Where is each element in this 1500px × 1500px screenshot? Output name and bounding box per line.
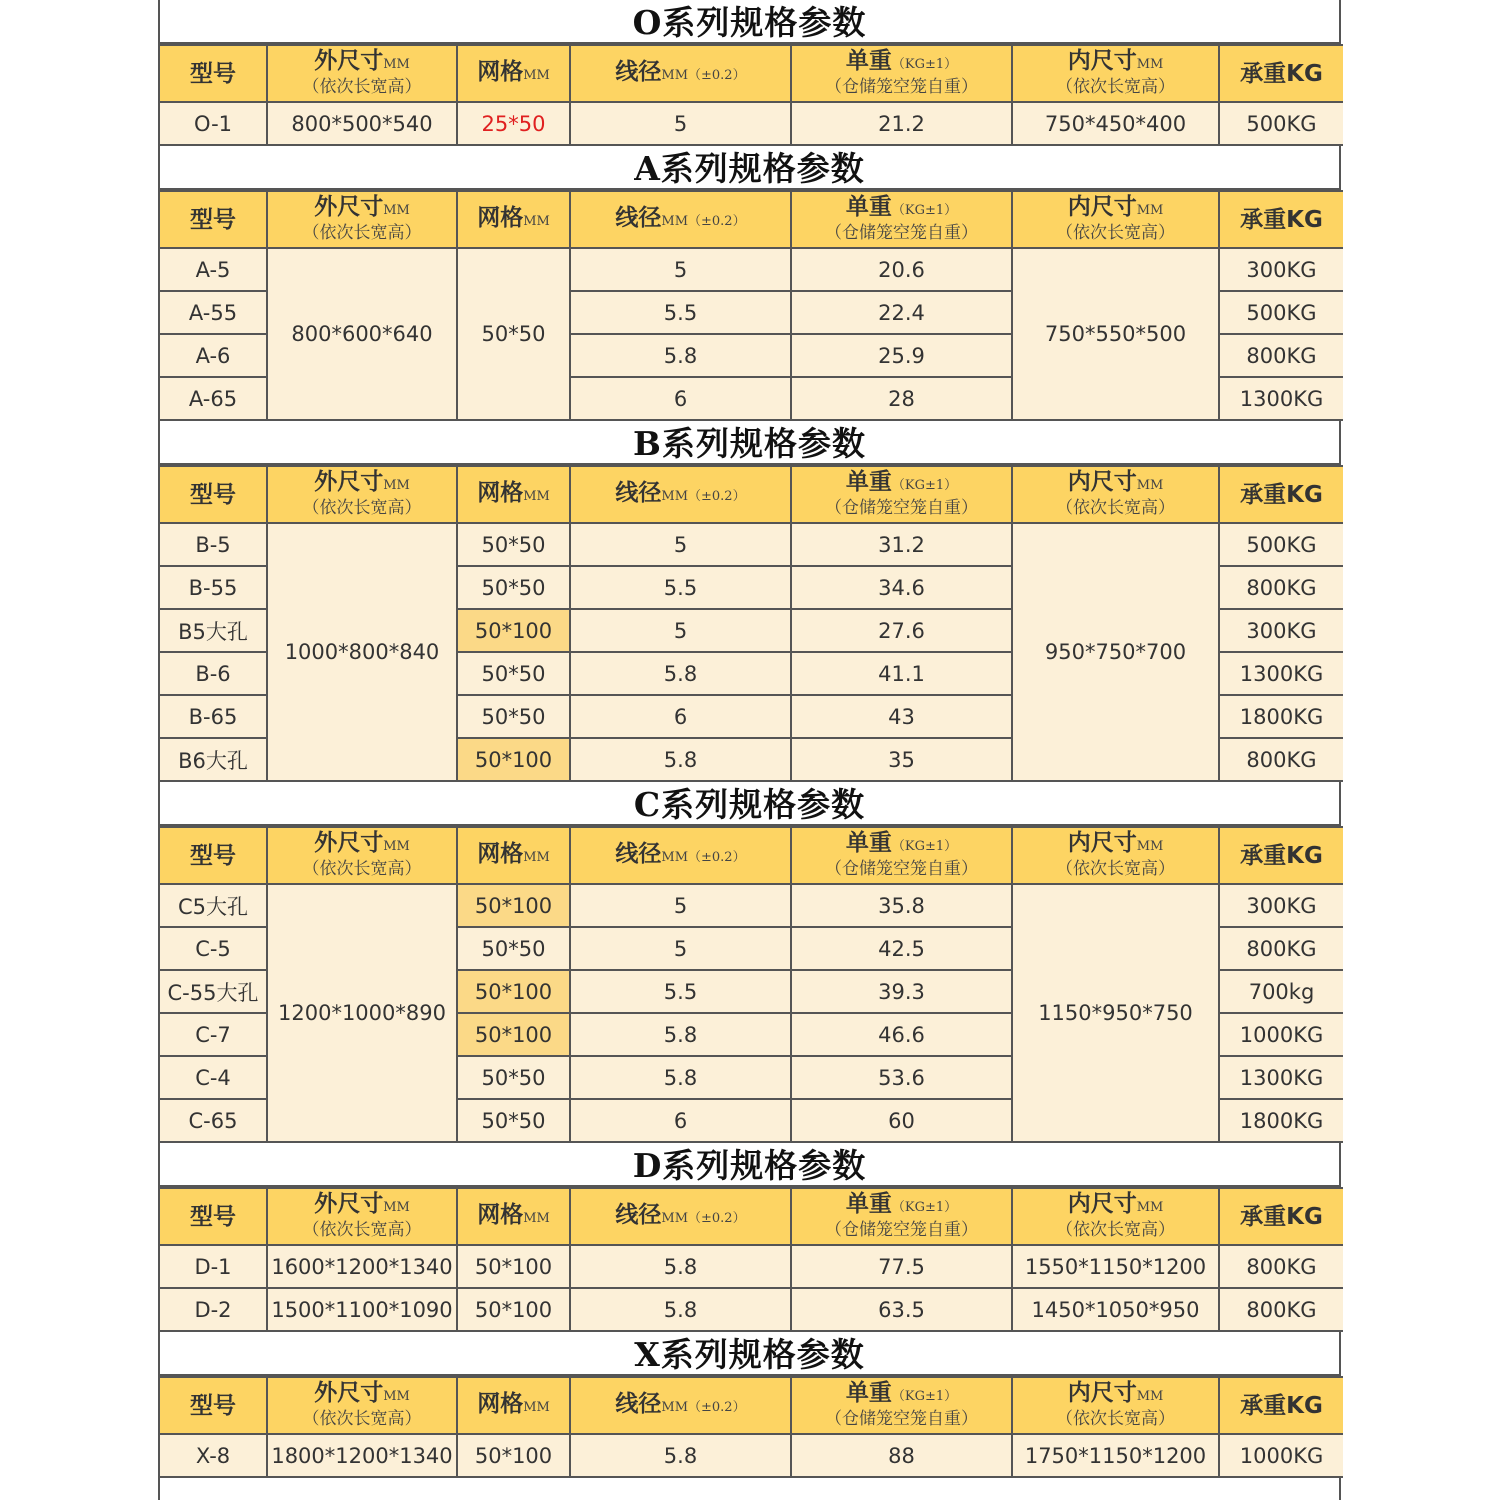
series-title-c: C系列规格参数 xyxy=(160,782,1339,826)
cell-load: 1300KG xyxy=(1219,377,1343,420)
spec-table-a xyxy=(160,190,1343,421)
cell-wire: 5 xyxy=(570,927,791,970)
cell-wire: 5.8 xyxy=(570,1288,791,1331)
cell-wire: 5.8 xyxy=(570,652,791,695)
cell-weight: 43 xyxy=(791,695,1012,738)
header-model: 型号 xyxy=(160,45,267,102)
cell-outer-size: 1200*1000*890 xyxy=(267,884,457,1142)
header-row xyxy=(160,191,1343,248)
header-wire: 线径MM（±0.2） xyxy=(570,191,791,248)
cell-model: A-55 xyxy=(160,291,267,334)
cell-wire: 5.8 xyxy=(570,1056,791,1099)
header-outer-size: 外尺寸MM （依次长宽高） xyxy=(267,191,457,248)
cell-mesh: 25*50 xyxy=(457,102,570,145)
spec-sheet xyxy=(158,0,1341,1500)
header-outer-size: 外尺寸MM （依次长宽高） xyxy=(267,45,457,102)
cell-weight: 39.3 xyxy=(791,970,1012,1013)
cell-inner-size: 750*550*500 xyxy=(1012,248,1219,420)
header-row xyxy=(160,1188,1343,1245)
cell-load: 500KG xyxy=(1219,291,1343,334)
header-mesh: 网格MM xyxy=(457,1188,570,1245)
series-title-d: D系列规格参数 xyxy=(160,1143,1339,1187)
cell-model: D-2 xyxy=(160,1288,267,1331)
series-title-a: A系列规格参数 xyxy=(160,146,1339,190)
cell-model: C-65 xyxy=(160,1099,267,1142)
cell-mesh: 50*100 xyxy=(457,970,570,1013)
cell-mesh: 50*50 xyxy=(457,248,570,420)
cell-model: D-1 xyxy=(160,1245,267,1288)
cell-wire: 5.8 xyxy=(570,1434,791,1477)
header-wire: 线径MM（±0.2） xyxy=(570,1188,791,1245)
cell-inner-size: 1550*1150*1200 xyxy=(1012,1245,1219,1288)
table-row xyxy=(160,1434,1343,1477)
cell-outer-size: 1800*1200*1340 xyxy=(267,1434,457,1477)
cell-weight: 41.1 xyxy=(791,652,1012,695)
cell-wire: 5.5 xyxy=(570,291,791,334)
cell-outer-size: 1500*1100*1090 xyxy=(267,1288,457,1331)
series-title-x: X系列规格参数 xyxy=(160,1332,1339,1376)
header-inner-size: 内尺寸MM （依次长宽高） xyxy=(1012,191,1219,248)
cell-wire: 5 xyxy=(570,102,791,145)
cell-mesh: 50*50 xyxy=(457,1099,570,1142)
header-model: 型号 xyxy=(160,1188,267,1245)
cell-weight: 60 xyxy=(791,1099,1012,1142)
cell-mesh: 50*50 xyxy=(457,566,570,609)
cell-load: 1800KG xyxy=(1219,695,1343,738)
table-row xyxy=(160,248,1343,291)
header-inner-size: 内尺寸MM （依次长宽高） xyxy=(1012,466,1219,523)
cell-weight: 35 xyxy=(791,738,1012,781)
cell-inner-size: 1150*950*750 xyxy=(1012,884,1219,1142)
cell-wire: 5 xyxy=(570,884,791,927)
cell-load: 300KG xyxy=(1219,884,1343,927)
header-outer-size: 外尺寸MM （依次长宽高） xyxy=(267,827,457,884)
series-title-o: O系列规格参数 xyxy=(160,0,1339,44)
cell-model: A-6 xyxy=(160,334,267,377)
cell-mesh: 50*50 xyxy=(457,927,570,970)
header-inner-size: 内尺寸MM （依次长宽高） xyxy=(1012,827,1219,884)
cell-model: O-1 xyxy=(160,102,267,145)
header-weight: 单重（KG±1） （仓储笼空笼自重） xyxy=(791,191,1012,248)
cell-weight: 77.5 xyxy=(791,1245,1012,1288)
header-inner-size: 内尺寸MM （依次长宽高） xyxy=(1012,1377,1219,1434)
header-inner-size: 内尺寸MM （依次长宽高） xyxy=(1012,45,1219,102)
cell-load: 500KG xyxy=(1219,523,1343,566)
cell-wire: 5 xyxy=(570,523,791,566)
cell-weight: 21.2 xyxy=(791,102,1012,145)
cell-model: B-55 xyxy=(160,566,267,609)
cell-wire: 6 xyxy=(570,695,791,738)
header-model: 型号 xyxy=(160,827,267,884)
cell-model: C-7 xyxy=(160,1013,267,1056)
cell-load: 1000KG xyxy=(1219,1013,1343,1056)
cell-mesh: 50*50 xyxy=(457,652,570,695)
cell-load: 300KG xyxy=(1219,609,1343,652)
cell-mesh: 50*100 xyxy=(457,1434,570,1477)
cell-load: 800KG xyxy=(1219,738,1343,781)
cell-weight: 27.6 xyxy=(791,609,1012,652)
cell-weight: 22.4 xyxy=(791,291,1012,334)
header-weight: 单重（KG±1） （仓储笼空笼自重） xyxy=(791,466,1012,523)
cell-inner-size: 950*750*700 xyxy=(1012,523,1219,781)
cell-wire: 5.5 xyxy=(570,970,791,1013)
cell-inner-size: 1750*1150*1200 xyxy=(1012,1434,1219,1477)
cell-weight: 25.9 xyxy=(791,334,1012,377)
cell-wire: 5.8 xyxy=(570,334,791,377)
header-outer-size: 外尺寸MM （依次长宽高） xyxy=(267,1188,457,1245)
cell-weight: 88 xyxy=(791,1434,1012,1477)
header-weight: 单重（KG±1） （仓储笼空笼自重） xyxy=(791,827,1012,884)
table-row xyxy=(160,884,1343,927)
cell-wire: 5.8 xyxy=(570,738,791,781)
cell-weight: 28 xyxy=(791,377,1012,420)
cell-weight: 20.6 xyxy=(791,248,1012,291)
cell-weight: 46.6 xyxy=(791,1013,1012,1056)
header-wire: 线径MM（±0.2） xyxy=(570,1377,791,1434)
header-wire: 线径MM（±0.2） xyxy=(570,827,791,884)
header-weight: 单重（KG±1） （仓储笼空笼自重） xyxy=(791,45,1012,102)
cell-mesh: 50*100 xyxy=(457,609,570,652)
cell-model: C-55大孔 xyxy=(160,970,267,1013)
cell-outer-size: 1000*800*840 xyxy=(267,523,457,781)
cell-weight: 35.8 xyxy=(791,884,1012,927)
cell-mesh: 50*50 xyxy=(457,523,570,566)
header-load: 承重KG xyxy=(1219,466,1343,523)
cell-inner-size: 750*450*400 xyxy=(1012,102,1219,145)
cell-model: A-65 xyxy=(160,377,267,420)
cell-model: B6大孔 xyxy=(160,738,267,781)
header-row xyxy=(160,466,1343,523)
cell-load: 800KG xyxy=(1219,566,1343,609)
cell-wire: 5 xyxy=(570,609,791,652)
spec-table-x xyxy=(160,1376,1343,1478)
header-model: 型号 xyxy=(160,1377,267,1434)
header-wire: 线径MM（±0.2） xyxy=(570,466,791,523)
cell-mesh: 50*100 xyxy=(457,884,570,927)
header-load: 承重KG xyxy=(1219,1188,1343,1245)
header-load: 承重KG xyxy=(1219,45,1343,102)
header-weight: 单重（KG±1） （仓储笼空笼自重） xyxy=(791,1377,1012,1434)
header-row xyxy=(160,1377,1343,1434)
cell-outer-size: 800*500*540 xyxy=(267,102,457,145)
cell-outer-size: 1600*1200*1340 xyxy=(267,1245,457,1288)
cell-wire: 6 xyxy=(570,377,791,420)
cell-load: 800KG xyxy=(1219,1288,1343,1331)
cell-model: B-65 xyxy=(160,695,267,738)
cell-mesh: 50*50 xyxy=(457,695,570,738)
cell-load: 800KG xyxy=(1219,334,1343,377)
spec-table-d xyxy=(160,1187,1343,1332)
series-title-b: B系列规格参数 xyxy=(160,421,1339,465)
table-row xyxy=(160,1245,1343,1288)
header-model: 型号 xyxy=(160,466,267,523)
cell-weight: 34.6 xyxy=(791,566,1012,609)
cell-model: X-8 xyxy=(160,1434,267,1477)
spec-table-c xyxy=(160,826,1343,1143)
header-outer-size: 外尺寸MM （依次长宽高） xyxy=(267,466,457,523)
cell-mesh: 50*100 xyxy=(457,1013,570,1056)
cell-wire: 5 xyxy=(570,248,791,291)
cell-mesh: 50*100 xyxy=(457,1288,570,1331)
cell-weight: 63.5 xyxy=(791,1288,1012,1331)
header-load: 承重KG xyxy=(1219,1377,1343,1434)
cell-model: A-5 xyxy=(160,248,267,291)
cell-load: 1300KG xyxy=(1219,652,1343,695)
header-row xyxy=(160,827,1343,884)
cell-mesh: 50*50 xyxy=(457,1056,570,1099)
cell-wire: 5.5 xyxy=(570,566,791,609)
cell-load: 700kg xyxy=(1219,970,1343,1013)
header-wire: 线径MM（±0.2） xyxy=(570,45,791,102)
header-load: 承重KG xyxy=(1219,827,1343,884)
cell-weight: 53.6 xyxy=(791,1056,1012,1099)
cell-load: 1300KG xyxy=(1219,1056,1343,1099)
cell-outer-size: 800*600*640 xyxy=(267,248,457,420)
cell-load: 300KG xyxy=(1219,248,1343,291)
header-mesh: 网格MM xyxy=(457,827,570,884)
cell-weight: 31.2 xyxy=(791,523,1012,566)
cell-load: 800KG xyxy=(1219,927,1343,970)
cell-model: C5大孔 xyxy=(160,884,267,927)
cell-load: 1000KG xyxy=(1219,1434,1343,1477)
header-mesh: 网格MM xyxy=(457,466,570,523)
spec-table-o xyxy=(160,44,1343,146)
header-model: 型号 xyxy=(160,191,267,248)
cell-mesh: 50*100 xyxy=(457,738,570,781)
table-row xyxy=(160,102,1343,145)
header-row xyxy=(160,45,1343,102)
cell-model: C-4 xyxy=(160,1056,267,1099)
header-mesh: 网格MM xyxy=(457,191,570,248)
cell-weight: 42.5 xyxy=(791,927,1012,970)
cell-wire: 5.8 xyxy=(570,1013,791,1056)
header-mesh: 网格MM xyxy=(457,1377,570,1434)
cell-mesh: 50*100 xyxy=(457,1245,570,1288)
cell-wire: 6 xyxy=(570,1099,791,1142)
cell-model: B-6 xyxy=(160,652,267,695)
table-row xyxy=(160,523,1343,566)
cell-model: B5大孔 xyxy=(160,609,267,652)
header-outer-size: 外尺寸MM （依次长宽高） xyxy=(267,1377,457,1434)
header-inner-size: 内尺寸MM （依次长宽高） xyxy=(1012,1188,1219,1245)
cell-load: 500KG xyxy=(1219,102,1343,145)
cell-model: B-5 xyxy=(160,523,267,566)
cell-load: 800KG xyxy=(1219,1245,1343,1288)
spec-table-b xyxy=(160,465,1343,782)
header-mesh: 网格MM xyxy=(457,45,570,102)
table-row xyxy=(160,1288,1343,1331)
header-weight: 单重（KG±1） （仓储笼空笼自重） xyxy=(791,1188,1012,1245)
cell-inner-size: 1450*1050*950 xyxy=(1012,1288,1219,1331)
cell-load: 1800KG xyxy=(1219,1099,1343,1142)
cell-model: C-5 xyxy=(160,927,267,970)
cell-wire: 5.8 xyxy=(570,1245,791,1288)
header-load: 承重KG xyxy=(1219,191,1343,248)
